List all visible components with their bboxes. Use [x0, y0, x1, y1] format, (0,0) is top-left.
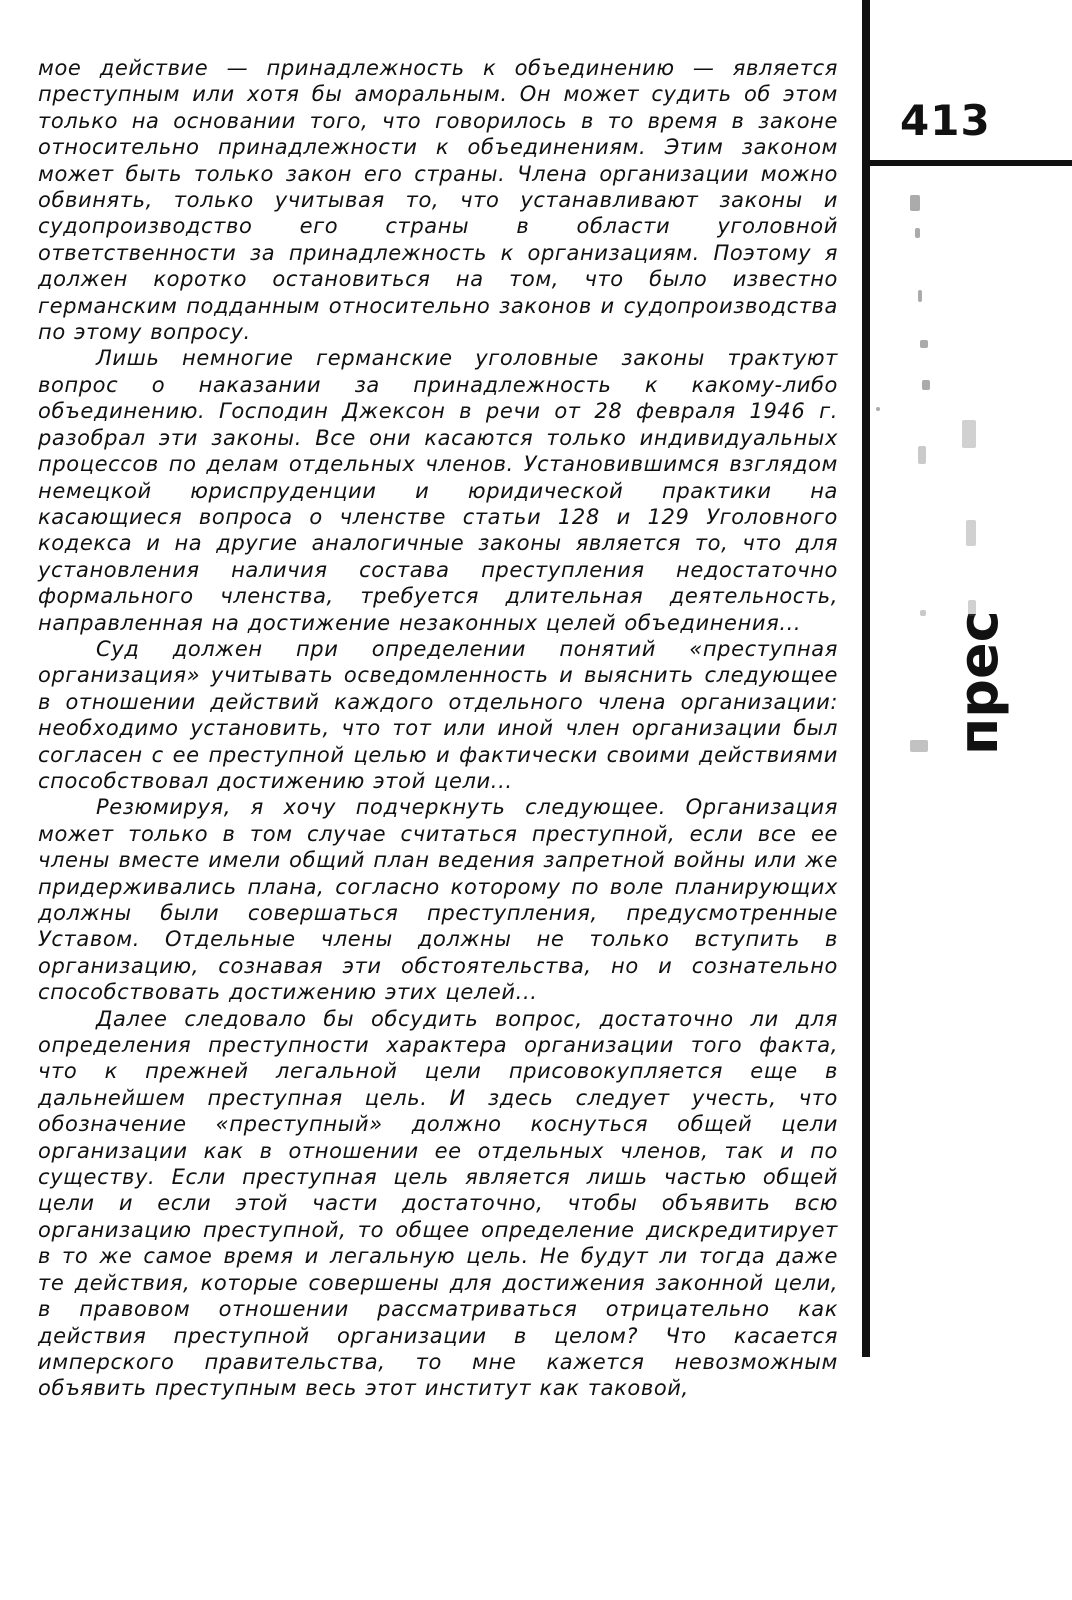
margin-speck	[968, 600, 976, 616]
page-number: 413	[900, 96, 991, 145]
margin-speck	[966, 520, 976, 546]
margin-speck	[910, 740, 928, 752]
margin-speck	[918, 290, 922, 302]
paragraph-1: мое действие — принадлежность к объединению — является преступным или хотя бы аморальным. Он может судить об этом только на основании того, что говорилось в то время в законе относительно принадлежности к объединениям. Этим законом может быть только закон его страны. Члена организации можно обвинять, только учитывая то, что устанавливают законы и судопроизводство его страны в области уголовной ответственности за принадлежность к организациям. Поэтому я должен коротко остановиться на том, что было известно германским подданным относительно законов и судопроизводства по этому вопросу.	[38, 56, 838, 345]
horizontal-rule	[870, 160, 1072, 166]
margin-speck	[910, 195, 920, 211]
paragraph-2: Лишь немногие германские уголовные законы трактуют вопрос о наказании за принадлежность к какому-либо объединению. Господин Джексон в речи от 28 февраля 1946 г. разобрал эти законы. Все они касаются только индивидуальных процессов по делам отдельных членов. Установившимся взглядом немецкой юриспруденции и юридической практики на касающиеся вопроса о членстве статьи 128 и 129 Уголовного кодекса и на другие аналогичные законы является то, что для установления наличия состава преступления недостаточно формального членства, требуется длительная деятельность, направленная на достижение незаконных целей объединения...	[38, 346, 838, 635]
margin-speck	[962, 420, 976, 448]
margin-speck	[918, 446, 926, 464]
paragraph-5: Далее следовало бы обсудить вопрос, достаточно ли для определения преступности характера организации того факта, что к прежней легальной цели присовокупляется еще в дальнейшем преступная цель. И здесь следует учесть, что обозначение «преступный» должно коснуться общей цели организации как в отношении ее отдельных членов, так и по существу. Если преступная цель является лишь частью общей цели и если этой части достаточно, чтобы объявить всю организацию преступной, то общее определение дискредитирует в то же самое время и легальную цель. Не будут ли тогда даже те действия, которые совершены для достижения законной цели, в правовом отношении рассматриваться отрицательно как действия преступной организации в целом? Что касается имперского правительства, то мне кажется невозможным объявить преступным весь этот институт как таковой,	[38, 1006, 838, 1401]
margin-speck	[922, 380, 930, 390]
margin-speck	[876, 407, 880, 411]
vertical-rule	[862, 0, 870, 1357]
margin-speck	[920, 340, 928, 348]
margin-speck	[920, 610, 926, 616]
body-text	[38, 55, 838, 1402]
paragraph-4: Резюмируя, я хочу подчеркнуть следующее. Организация может только в том случае считаться преступной, если все ее члены вместе имели общий план ведения запретной войны или же придерживались плана, согласно которому по воле планирующих должны были совершаться преступления, предусмотренные Уставом. Отдельные члены должны не только вступить в организацию, сознавая эти обстоятельства, но и сознательно способствовать достижению этих целей...	[38, 795, 838, 1005]
margin-speck	[915, 228, 920, 238]
paragraph-3: Суд должен при определении понятий «преступная организация» учитывать осведомленность и выяснить следующее в отношении действий каждого отдельного члена организации: необходимо установить, что тот или иной член организации был согласен с ее преступной целью и фактически своими действиями способствовал достижению этой цели...	[38, 636, 838, 793]
side-running-word: прес	[947, 610, 1010, 755]
